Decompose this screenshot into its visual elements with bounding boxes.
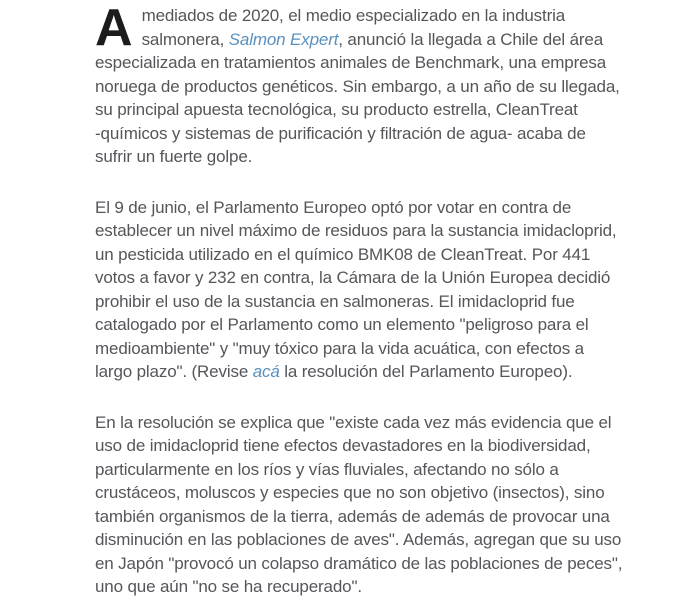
text-segment: especializada en tratamientos animales de Benchmark, una empresa <box>95 53 607 72</box>
text-line <box>95 313 635 337</box>
salmon-expert-link[interactable]: Salmon Expert <box>228 29 339 49</box>
text-line <box>95 219 635 243</box>
paragraph <box>95 196 635 384</box>
text-line <box>95 28 635 52</box>
article-body <box>95 0 635 599</box>
text-segment: establecer un nivel máximo de residuos para la sustancia imidacloprid, <box>95 221 617 240</box>
text-segment: un pesticida utilizado en el químico BMK08 de CleanTreat. Por 441 <box>95 244 591 264</box>
text-segment: sufrir un fuerte golpe. <box>95 147 253 166</box>
text-segment: El 9 de junio, el Parlamento Europeo optó por votar en contra de <box>95 197 572 217</box>
text-segment: catalogado por el Parlamento como un elemento "peligroso para el <box>95 315 589 334</box>
text-segment: crustáceos, moluscos y especies que no son objetivo (insectos), sino <box>95 483 605 502</box>
text-line <box>95 458 635 482</box>
text-line <box>95 266 635 290</box>
text-line <box>95 75 635 99</box>
text-line <box>95 196 635 220</box>
text-segment: -químicos y sistemas de purificación y filtración de agua- acaba de <box>95 123 586 143</box>
text-segment: largo plazo". (Revise <box>95 362 253 381</box>
aca-link[interactable]: acá <box>252 362 280 381</box>
text-line <box>95 411 635 435</box>
text-line <box>95 575 635 599</box>
text-segment: medioambiente" y "muy tóxico para la vida acuática, con efectos a <box>95 338 584 358</box>
text-segment: su principal apuesta tecnológica, su producto estrella, CleanTreat <box>95 100 578 119</box>
drop-cap: A <box>95 0 133 57</box>
text-line <box>95 98 635 122</box>
paragraph <box>95 0 635 169</box>
text-line <box>95 4 635 28</box>
text-line <box>95 481 635 505</box>
text-line <box>95 145 635 169</box>
text-line <box>95 51 635 75</box>
text-segment: uno que aún "no se ha recuperado". <box>95 577 362 596</box>
text-line <box>95 528 635 552</box>
text-line <box>95 505 635 529</box>
text-segment: en Japón "provocó un colapso dramático de las poblaciones de peces", <box>95 553 623 573</box>
text-segment: , anunció la llegada a Chile del área <box>338 29 604 49</box>
text-segment: también organismos de la tierra, además de además de provocar una <box>95 506 610 526</box>
text-segment: En la resolución se explica que "existe cada vez más evidencia que el <box>95 412 612 432</box>
text-line <box>95 243 635 267</box>
text-line <box>95 290 635 314</box>
text-line <box>95 337 635 361</box>
paragraph <box>95 411 635 599</box>
text-segment: votos a favor y 232 en contra, la Cámara de la Unión Europea decidió <box>95 268 611 287</box>
text-segment: noruega de productos genéticos. Sin embargo, a un año de su llegada, <box>95 76 620 96</box>
text-line <box>95 360 635 384</box>
text-segment: salmonera, <box>141 29 229 49</box>
text-line <box>95 122 635 146</box>
text-segment: mediados de 2020, el medio especializado en la industria <box>141 6 566 25</box>
text-line <box>95 434 635 458</box>
text-segment: la resolución del Parlamento Europeo). <box>279 362 573 381</box>
text-line <box>95 552 635 576</box>
text-segment: prohibir el uso de la sustancia en salmoneras. El imidacloprid fue <box>95 291 575 311</box>
text-segment: uso de imidacloprid tiene efectos devastadores en la biodiversidad, <box>95 436 591 455</box>
text-segment: particularmente en los ríos y vías fluviales, afectando no sólo a <box>95 459 559 479</box>
text-segment: disminución en las poblaciones de aves". Además, agregan que su uso <box>95 530 622 549</box>
